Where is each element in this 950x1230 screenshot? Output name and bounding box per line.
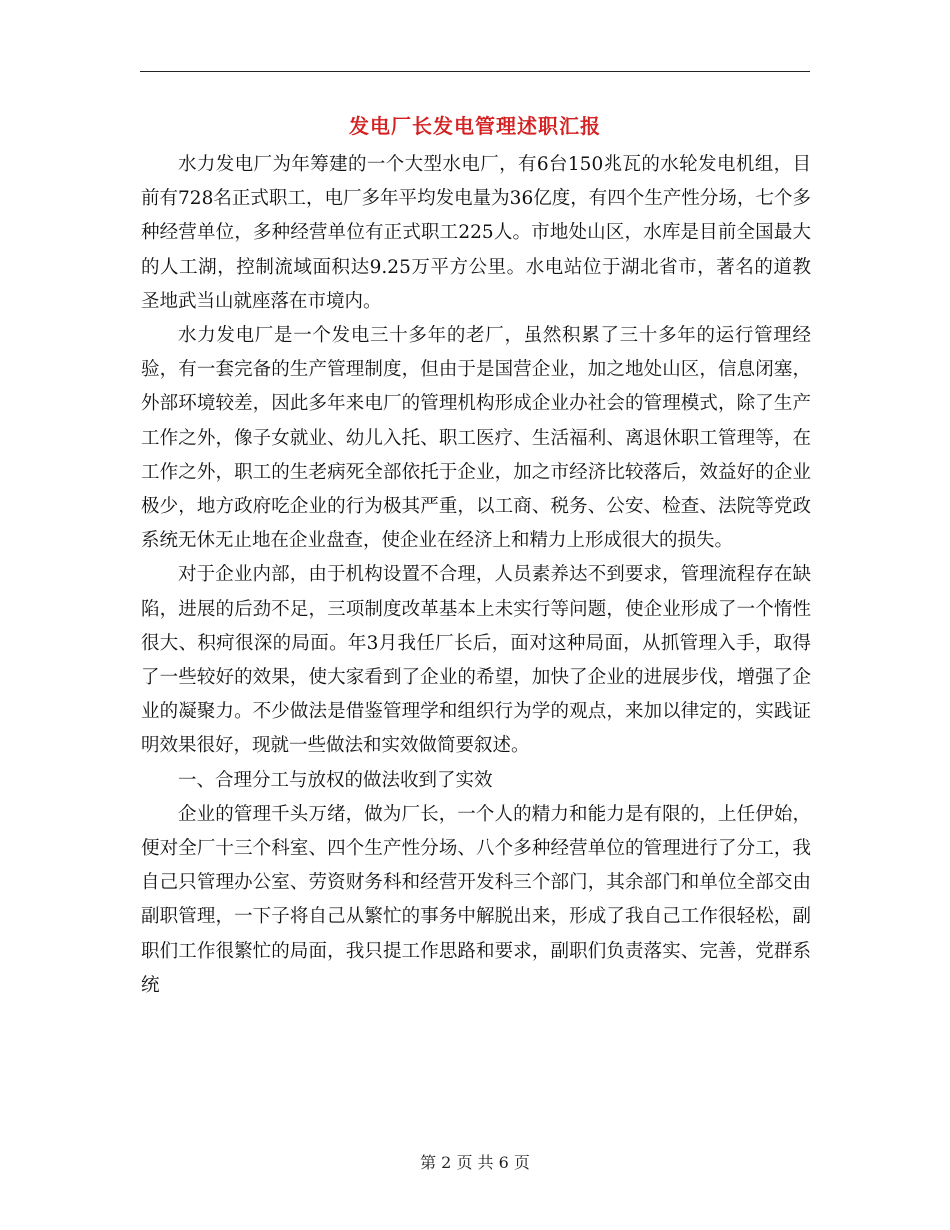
section-heading: 一、合理分工与放权的做法收到了实效 — [178, 769, 493, 791]
paragraph-1: 水力发电厂为年筹建的一个大型水电厂，有6台150兆瓦的水轮发电机组，目前有728名正式职工，电厂多年平均发电量为36亿度，有四个生产性分场，七个多种经营单位，多种经营单位有正式职工225人。市地处山区，水库是目前全国最大的人工湖，控制流域面积达9.25万平方公里。水电站位于湖北省市，著名的道教圣地武当山就座落在市境内。 — [141, 154, 811, 312]
header-rule — [140, 71, 810, 72]
section-paragraph: 企业的管理千头万绪，做为厂长，一个人的精力和能力是有限的，上任伊始，便对全厂十三个科室、四个生产性分场、八个多种经营单位的管理进行了分工，我自己只管理办公室、劳资财务科和经营开发科三个部门，其余部门和单位全部交由副职管理，一下子将自己从繁忙的事务中解脱出来，形成了我自己工作很轻松，副职们工作很繁忙的局面，我只提工作思路和要求，副职们负责落实、完善，党群系统 — [141, 803, 811, 996]
document-body — [141, 148, 811, 1003]
page-footer: 第 2 页 共 6 页 — [420, 1153, 530, 1172]
paragraph-2: 水力发电厂是一个发电三十多年的老厂，虽然积累了三十多年的运行管理经验，有一套完备的生产管理制度，但由于是国营企业，加之地处山区，信息闭塞，外部环境较差，因此多年来电厂的管理机构形成企业办社会的管理模式，除了生产工作之外，像子女就业、幼儿入托、职工医疗、生活福利、离退休职工管理等，在工作之外，职工的生老病死全部依托于企业，加之市经济比较落后，效益好的企业极少，地方政府吃企业的行为极其严重，以工商、税务、公安、检查、法院等党政系统无休无止地在企业盘查，使企业在经济上和精力上形成很大的损失。 — [141, 325, 811, 552]
paragraph-3: 对于企业内部，由于机构设置不合理，人员素养达不到要求，管理流程存在缺陷，进展的后劲不足，三项制度改革基本上未实行等问题，使企业形成了一个惰性很大、积疴很深的局面。年3月我任厂长后，面对这种局面，从抓管理入手，取得了一些较好的效果，使大家看到了企业的希望，加快了企业的进展步伐，增强了企业的凝聚力。不少做法是借鉴管理学和组织行为学的观点，来加以律定的，实践证明效果很好，现就一些做法和实效做简要叙述。 — [141, 564, 811, 757]
document-title: 发电厂长发电管理述职汇报 — [349, 114, 601, 138]
